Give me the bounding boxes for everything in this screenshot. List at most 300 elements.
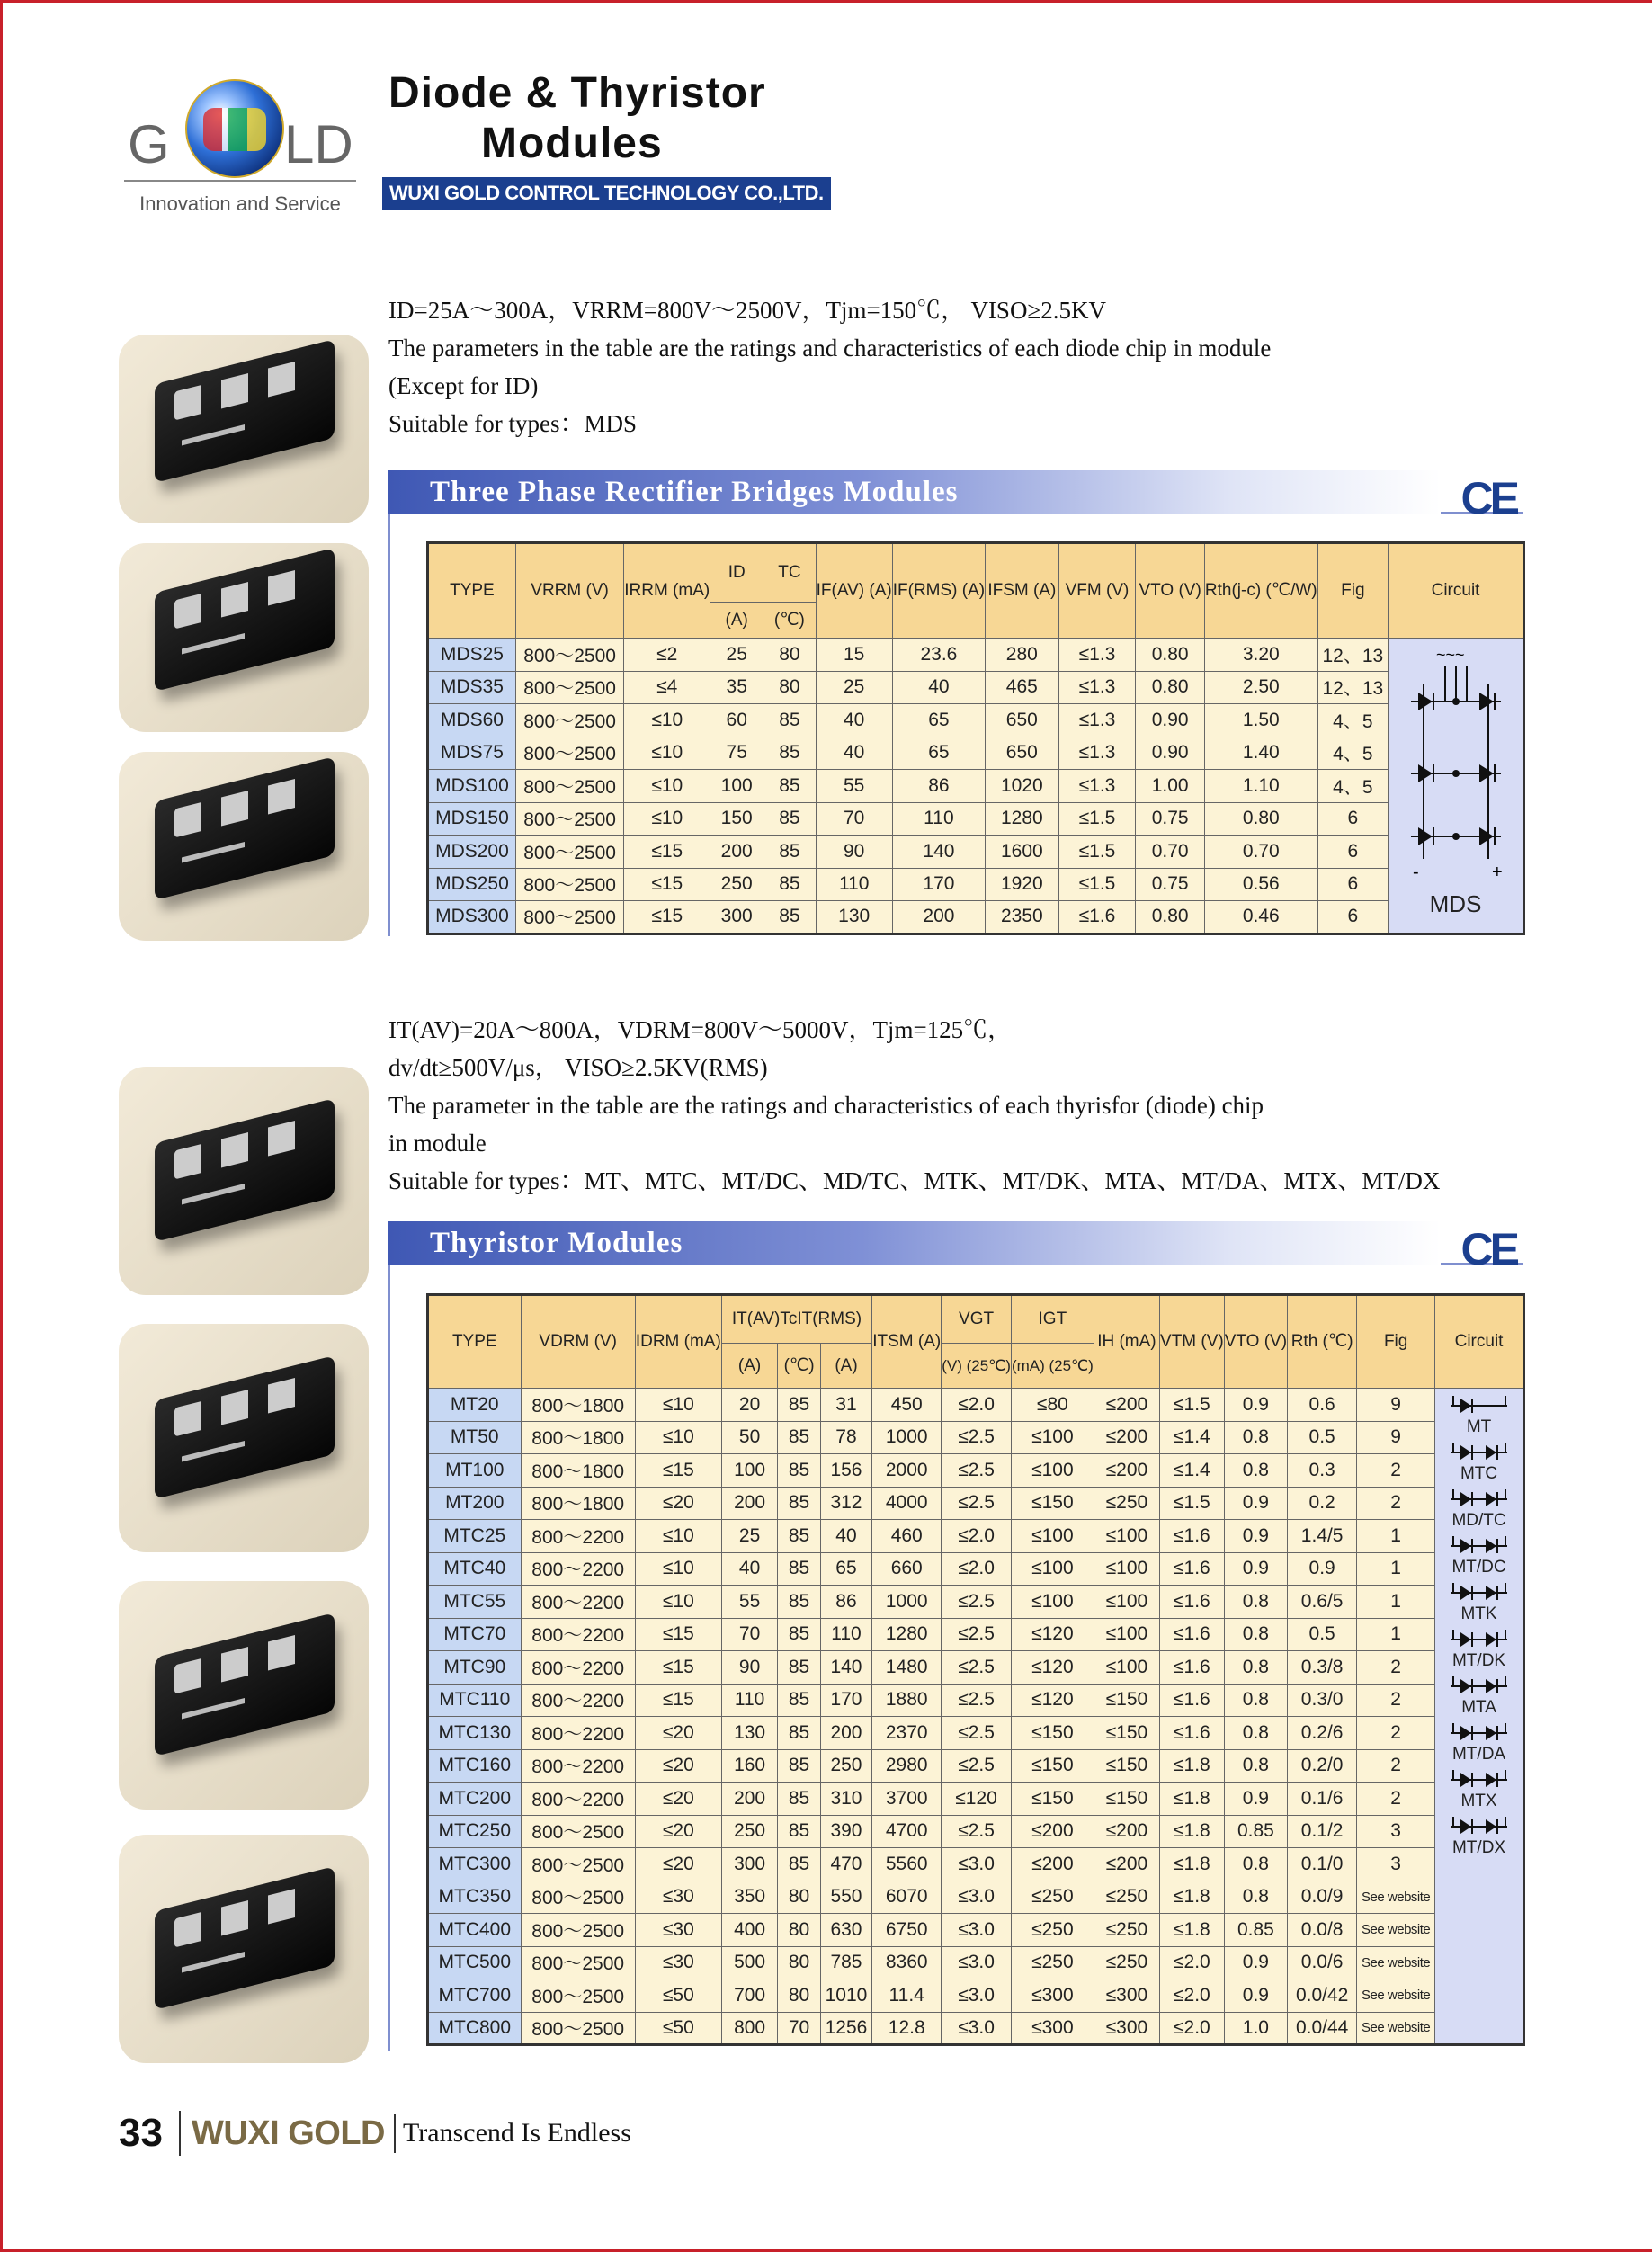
table-cell: ≤2.5 [942, 1749, 1012, 1783]
table-cell: 0.8 [1224, 1454, 1287, 1488]
table-cell: 80 [778, 1881, 820, 1914]
table-cell: ≤3.0 [942, 2012, 1012, 2045]
table-cell: ≤120 [1011, 1651, 1094, 1685]
table-cell: 0.9 [1224, 1487, 1287, 1520]
thyristor-symbol-icon [1448, 1673, 1511, 1700]
table-cell: 200 [820, 1717, 871, 1750]
table-cell: ≤100 [1011, 1454, 1094, 1488]
thyristor-intro [388, 1011, 1440, 1200]
table-cell: ≤1.8 [1160, 1914, 1225, 1947]
table-cell: 800～1800 [521, 1454, 635, 1488]
table-cell: ≤1.8 [1160, 1848, 1225, 1881]
table-cell: ≤200 [1011, 1815, 1094, 1848]
table-cell: 0.1/2 [1288, 1815, 1357, 1848]
table-cell: ≤300 [1011, 2012, 1094, 2045]
table-cell: 0.0/42 [1288, 1979, 1357, 2013]
table-cell: 2 [1357, 1487, 1435, 1520]
table-cell: ≤1.4 [1160, 1421, 1225, 1454]
table-cell: 1.50 [1204, 704, 1317, 737]
table-cell: 0.6/5 [1288, 1586, 1357, 1619]
table-cell: ≤50 [635, 1979, 721, 2013]
header-vto: VTO (V) [1136, 543, 1204, 639]
table-cell: ≤1.5 [1058, 836, 1136, 869]
table-cell: 85 [763, 704, 817, 737]
table-cell: ≤1.6 [1160, 1586, 1225, 1619]
table-cell: ≤300 [1094, 2012, 1159, 2045]
table-cell: 0.85 [1224, 1914, 1287, 1947]
table-cell: 1.4/5 [1288, 1520, 1357, 1553]
product-photo [119, 543, 369, 732]
table-cell: ≤150 [1094, 1749, 1159, 1783]
table-cell: 55 [721, 1586, 778, 1619]
table-cell: 85 [763, 802, 817, 836]
table-cell: ≤1.3 [1058, 737, 1136, 770]
table-cell: 160 [721, 1749, 778, 1783]
table-cell: 0.8 [1224, 1618, 1287, 1651]
table-cell: ≤2 [624, 639, 710, 672]
table-cell: 86 [892, 770, 985, 803]
module-illustration [155, 1866, 335, 2010]
ce-mark-icon: CE [1460, 1224, 1516, 1274]
table-cell: ≤15 [635, 1454, 721, 1488]
table-cell: ≤80 [1011, 1389, 1094, 1422]
header-vfm: VFM (V) [1058, 543, 1136, 639]
module-illustration [155, 548, 335, 692]
table-cell: 2980 [872, 1749, 942, 1783]
product-photo [119, 752, 369, 941]
header-ifrms: IF(RMS) (A) [892, 543, 985, 639]
table-cell: ≤2.5 [942, 1815, 1012, 1848]
page-title [388, 68, 766, 169]
table-cell: 85 [763, 737, 817, 770]
table-cell: 9 [1357, 1421, 1435, 1454]
rectifier-intro-line: The parameters in the table are the ratings and characteristics of each diode chip in module [388, 335, 1272, 362]
table-cell: ≤20 [635, 1717, 721, 1750]
table-cell: 4、5 [1317, 737, 1388, 770]
table-cell: 200 [721, 1487, 778, 1520]
circuit-label: MD/TC [1451, 1511, 1506, 1530]
table-cell: 0.8 [1224, 1848, 1287, 1881]
thyristor-symbol-icon [1448, 1392, 1511, 1419]
table-cell: 0.75 [1136, 868, 1204, 901]
header-idrm: IDRM (mA) [635, 1295, 721, 1389]
table-cell: 1000 [872, 1421, 942, 1454]
table-cell: ≤150 [1011, 1717, 1094, 1750]
company-logo [124, 72, 358, 174]
header-ifsm: IFSM (A) [986, 543, 1058, 639]
table-cell: 0.9 [1224, 1389, 1287, 1422]
table-row [428, 1848, 1524, 1881]
table-cell: 0.9 [1224, 1946, 1287, 1979]
header-id: ID [710, 543, 763, 603]
table-cell: 0.80 [1136, 639, 1204, 672]
table-cell: 0.5 [1288, 1618, 1357, 1651]
table-cell: 0.9 [1288, 1552, 1357, 1586]
table-cell: 60 [710, 704, 763, 737]
header-vtm: VTM (V) [1160, 1295, 1225, 1389]
table-cell: 0.8 [1224, 1586, 1287, 1619]
table-cell: 100 [710, 770, 763, 803]
logo-letter-g: G [128, 114, 170, 174]
table-cell: 0.70 [1136, 836, 1204, 869]
table-cell: ≤20 [635, 1487, 721, 1520]
table-cell: ≤3.0 [942, 1946, 1012, 1979]
footer [119, 2108, 631, 2158]
table-cell: 0.80 [1136, 901, 1204, 934]
table-cell: ≤2.0 [1160, 1946, 1225, 1979]
module-illustration [155, 1613, 335, 1756]
thyristor-symbol-icon [1448, 1579, 1511, 1606]
type-cell: MDS150 [428, 802, 516, 836]
table-cell: 0.1/6 [1288, 1783, 1357, 1816]
table-cell: 80 [778, 1979, 820, 2013]
table-row [428, 1979, 1524, 2013]
table-cell: 40 [816, 737, 892, 770]
table-cell: 350 [721, 1881, 778, 1914]
table-cell: 0.8 [1224, 1684, 1287, 1717]
table-cell: 9 [1357, 1389, 1435, 1422]
table-cell: 800～1800 [521, 1421, 635, 1454]
type-cell: MDS100 [428, 770, 516, 803]
table-cell: 0.70 [1204, 836, 1317, 869]
header-fig: Fig [1357, 1295, 1435, 1389]
thyristor-intro-line: IT(AV)=20A～800A，VDRM=800V～5000V，Tjm=125℃， [388, 1016, 1013, 1043]
table-cell: 2 [1357, 1454, 1435, 1488]
type-cell: MTC700 [428, 1979, 522, 2013]
table-cell: 800 [721, 2012, 778, 2045]
table-cell: ≤4 [624, 671, 710, 704]
circuit-minus-terminal: - [1412, 862, 1419, 881]
table-row [428, 868, 1524, 901]
table-cell: ≤1.6 [1160, 1684, 1225, 1717]
header-irrm: IRRM (mA) [624, 543, 710, 639]
header-igt: IGT [1011, 1295, 1094, 1344]
table-cell: ≤10 [635, 1421, 721, 1454]
table-cell: ≤20 [635, 1749, 721, 1783]
table-cell: ≤20 [635, 1783, 721, 1816]
table-cell: 800～2500 [515, 639, 623, 672]
table-cell: ≤100 [1011, 1586, 1094, 1619]
table-cell: 800～2200 [521, 1586, 635, 1619]
table-row [428, 1783, 1524, 1816]
table-cell: 70 [778, 2012, 820, 2045]
table-cell: ≤2.5 [942, 1717, 1012, 1750]
table-cell: 785 [820, 1946, 871, 1979]
table-cell: 78 [820, 1421, 871, 1454]
table-cell: 20 [721, 1389, 778, 1422]
table-row [428, 1421, 1524, 1454]
table-cell: ≤1.5 [1058, 802, 1136, 836]
table-cell: 15 [816, 639, 892, 672]
table-cell: ≤3.0 [942, 1979, 1012, 2013]
table-cell: ≤2.5 [942, 1618, 1012, 1651]
table-row [428, 2012, 1524, 2045]
table-cell: ≤10 [624, 802, 710, 836]
table-cell: See website [1357, 1881, 1435, 1914]
type-cell: MTC300 [428, 1848, 522, 1881]
table-cell: 1020 [986, 770, 1058, 803]
table-cell: ≤2.0 [942, 1552, 1012, 1586]
header-tc-unit: (℃) [763, 603, 817, 639]
table-cell: 5560 [872, 1848, 942, 1881]
table-cell: 110 [820, 1618, 871, 1651]
table-cell: 70 [816, 802, 892, 836]
table-cell: 1000 [872, 1586, 942, 1619]
table-cell: 1480 [872, 1651, 942, 1685]
type-cell: MDS300 [428, 901, 516, 934]
type-cell: MTC200 [428, 1783, 522, 1816]
circuit-label: MT/DK [1451, 1651, 1506, 1670]
table-cell: 70 [721, 1618, 778, 1651]
table-cell: 6 [1317, 868, 1388, 901]
table-cell: ≤1.8 [1160, 1783, 1225, 1816]
type-cell: MDS250 [428, 868, 516, 901]
table-cell: ≤150 [1094, 1783, 1159, 1816]
table-cell: ≤1.4 [1160, 1454, 1225, 1488]
table-cell: 800～2500 [515, 868, 623, 901]
table-cell: 800～2200 [521, 1618, 635, 1651]
table-cell: ≤15 [635, 1651, 721, 1685]
table-cell: 2 [1357, 1651, 1435, 1685]
table-cell: 0.3/0 [1288, 1684, 1357, 1717]
table-cell: ≤2.5 [942, 1487, 1012, 1520]
table-cell: 1880 [872, 1684, 942, 1717]
type-cell: MDS75 [428, 737, 516, 770]
header-igt-unit: (mA) (25℃) [1011, 1344, 1094, 1389]
table-cell: ≤1.6 [1160, 1618, 1225, 1651]
table-cell: 80 [778, 1946, 820, 1979]
table-cell: 800～2200 [521, 1684, 635, 1717]
table-cell: 800～2500 [515, 671, 623, 704]
table-cell: 80 [778, 1914, 820, 1947]
table-cell: 25 [721, 1520, 778, 1553]
table-cell: 650 [986, 737, 1058, 770]
table-cell: 6 [1317, 901, 1388, 934]
table-cell: 650 [986, 704, 1058, 737]
table-cell: 200 [721, 1783, 778, 1816]
mds-circuit-diagram-icon [1393, 639, 1519, 881]
table-cell: ≤10 [635, 1552, 721, 1586]
logo-letters-ld: LD [284, 114, 353, 174]
table-cell: 90 [816, 836, 892, 869]
table-cell: 800～2500 [515, 770, 623, 803]
header-circuit: Circuit [1389, 543, 1524, 639]
table-row [428, 901, 1524, 934]
table-cell: 2 [1357, 1749, 1435, 1783]
table-cell: 800～2500 [521, 1946, 635, 1979]
table-cell: 2 [1357, 1717, 1435, 1750]
table-cell: 156 [820, 1454, 871, 1488]
thyristor-symbol-icon [1448, 1486, 1511, 1513]
thyristor-intro-line: dv/dt≥500V/μs， VISO≥2.5KV(RMS) [388, 1054, 768, 1081]
table-cell: 31 [820, 1389, 871, 1422]
table-cell: ≤250 [1094, 1487, 1159, 1520]
table-cell: 250 [820, 1749, 871, 1783]
table-cell: 0.1/0 [1288, 1848, 1357, 1881]
table-cell: 85 [778, 1749, 820, 1783]
table-cell: ≤1.5 [1058, 868, 1136, 901]
type-cell: MDS200 [428, 836, 516, 869]
table-cell: 80 [763, 671, 817, 704]
table-cell: 1.00 [1136, 770, 1204, 803]
table-cell: ≤250 [1094, 1881, 1159, 1914]
table-cell: 250 [710, 868, 763, 901]
table-cell: 3 [1357, 1848, 1435, 1881]
type-cell: MTC40 [428, 1552, 522, 1586]
table-cell: 3700 [872, 1783, 942, 1816]
table-cell: 0.8 [1224, 1749, 1287, 1783]
table-cell: 800～2500 [521, 1979, 635, 2013]
module-illustration [155, 1355, 335, 1499]
module-illustration [155, 756, 335, 900]
table-cell: 0.3 [1288, 1454, 1357, 1488]
table-cell: ≤1.8 [1160, 1881, 1225, 1914]
footer-slogan: Transcend Is Endless [403, 2118, 631, 2148]
table-cell: ≤150 [1011, 1487, 1094, 1520]
table-cell: 0.90 [1136, 737, 1204, 770]
type-cell: MTC90 [428, 1651, 522, 1685]
type-cell: MTC130 [428, 1717, 522, 1750]
header-tc-unit: (℃) [778, 1344, 820, 1389]
title-line-1: Diode & Thyristor [388, 69, 766, 117]
table-cell: 0.2 [1288, 1487, 1357, 1520]
table-cell: ≤2.5 [942, 1684, 1012, 1717]
table-cell: 800～2200 [521, 1783, 635, 1816]
type-cell: MTC250 [428, 1815, 522, 1848]
table-cell: ≤1.8 [1160, 1749, 1225, 1783]
rectifier-intro [388, 291, 1271, 442]
table-cell: 0.2/6 [1288, 1717, 1357, 1750]
table-cell: 1 [1357, 1520, 1435, 1553]
table-cell: 1280 [872, 1618, 942, 1651]
table-cell: ≤100 [1094, 1618, 1159, 1651]
table-cell: 85 [763, 901, 817, 934]
section-rule [388, 514, 390, 936]
table-cell: 85 [778, 1487, 820, 1520]
table-row [428, 802, 1524, 836]
table-cell: 450 [872, 1389, 942, 1422]
table-cell: 0.0/44 [1288, 2012, 1357, 2045]
table-cell: 85 [778, 1552, 820, 1586]
header-itrms-unit: (A) [820, 1344, 871, 1389]
table-cell: See website [1357, 1979, 1435, 2013]
table-cell: ≤200 [1094, 1848, 1159, 1881]
table-cell: 85 [778, 1815, 820, 1848]
table-row [428, 1914, 1524, 1947]
table-cell: ≤250 [1094, 1946, 1159, 1979]
table-cell: 170 [820, 1684, 871, 1717]
table-row [428, 1881, 1524, 1914]
table-cell: ≤200 [1094, 1421, 1159, 1454]
header-vdrm: VDRM (V) [521, 1295, 635, 1389]
product-photo [119, 335, 369, 523]
table-cell: 800～2500 [515, 704, 623, 737]
circuit-label: MTX [1460, 1792, 1497, 1810]
thyristor-symbol-icon [1448, 1533, 1511, 1559]
thyristor-intro-line: The parameter in the table are the ratings and characteristics of each thyrisfor (diode) chip [388, 1092, 1264, 1119]
table-cell: 85 [778, 1586, 820, 1619]
table-cell: ≤100 [1094, 1552, 1159, 1586]
type-cell: MDS25 [428, 639, 516, 672]
type-cell: MTC110 [428, 1684, 522, 1717]
table-row [428, 770, 1524, 803]
table-cell: 0.80 [1204, 802, 1317, 836]
type-cell: MTC160 [428, 1749, 522, 1783]
table-cell: ≤120 [942, 1783, 1012, 1816]
table-cell: 800～2500 [515, 836, 623, 869]
table-row [428, 1717, 1524, 1750]
table-cell: 1 [1357, 1552, 1435, 1586]
table-cell: 6750 [872, 1914, 942, 1947]
type-cell: MT100 [428, 1454, 522, 1488]
table-cell: 85 [778, 1684, 820, 1717]
type-cell: MTC70 [428, 1618, 522, 1651]
circuit-label: MT/DA [1451, 1745, 1506, 1764]
table-cell: 65 [892, 737, 985, 770]
table-cell: 6 [1317, 836, 1388, 869]
table-cell: 0.8 [1224, 1881, 1287, 1914]
table-cell: 85 [778, 1717, 820, 1750]
circuit-ac-symbols: ~~~ [1435, 646, 1465, 664]
table-row [428, 1946, 1524, 1979]
table-cell: 12、13 [1317, 639, 1388, 672]
header-vgt-unit: (V) (25℃) [942, 1344, 1012, 1389]
table-cell: 0.9 [1224, 1552, 1287, 1586]
table-cell: 800～2200 [521, 1651, 635, 1685]
table-cell: 390 [820, 1815, 871, 1848]
table-cell: 40 [816, 704, 892, 737]
section-rule [388, 1265, 390, 2051]
table-cell: 85 [763, 836, 817, 869]
table-cell: See website [1357, 2012, 1435, 2045]
header-ih: IH (mA) [1094, 1295, 1159, 1389]
table-cell: 150 [710, 802, 763, 836]
globe-icon [185, 79, 284, 178]
table-cell: 86 [820, 1586, 871, 1619]
thyristor-intro-line: in module [388, 1130, 487, 1157]
table-row [428, 1487, 1524, 1520]
table-cell: 0.6 [1288, 1389, 1357, 1422]
table-cell: ≤10 [624, 737, 710, 770]
table-cell: 312 [820, 1487, 871, 1520]
table-cell: 25 [710, 639, 763, 672]
table-cell: 300 [710, 901, 763, 934]
header-type: TYPE [428, 543, 516, 639]
table-cell: ≤1.3 [1058, 770, 1136, 803]
module-illustration [155, 339, 335, 483]
table-cell: ≤100 [1094, 1520, 1159, 1553]
table-cell: ≤250 [1094, 1914, 1159, 1947]
table-cell: 85 [763, 868, 817, 901]
company-name-badge: WUXI GOLD CONTROL TECHNOLOGY CO.,LTD. [382, 177, 831, 210]
table-cell: ≤150 [1011, 1783, 1094, 1816]
table-cell: ≤1.5 [1160, 1389, 1225, 1422]
table-cell: 0.80 [1136, 671, 1204, 704]
table-cell: 40 [892, 671, 985, 704]
section-heading-text: Thyristor Modules [430, 1227, 683, 1259]
type-cell: MTC350 [428, 1881, 522, 1914]
type-cell: MTC800 [428, 2012, 522, 2045]
table-cell: 0.75 [1136, 802, 1204, 836]
section-heading-rectifier [388, 470, 1523, 523]
table-cell: 200 [710, 836, 763, 869]
circuit-label: MTK [1460, 1604, 1497, 1623]
circuit-cell [1435, 1389, 1524, 2045]
table-cell: 470 [820, 1848, 871, 1881]
table-row [428, 836, 1524, 869]
table-cell: 11.4 [872, 1979, 942, 2013]
type-cell: MT200 [428, 1487, 522, 1520]
